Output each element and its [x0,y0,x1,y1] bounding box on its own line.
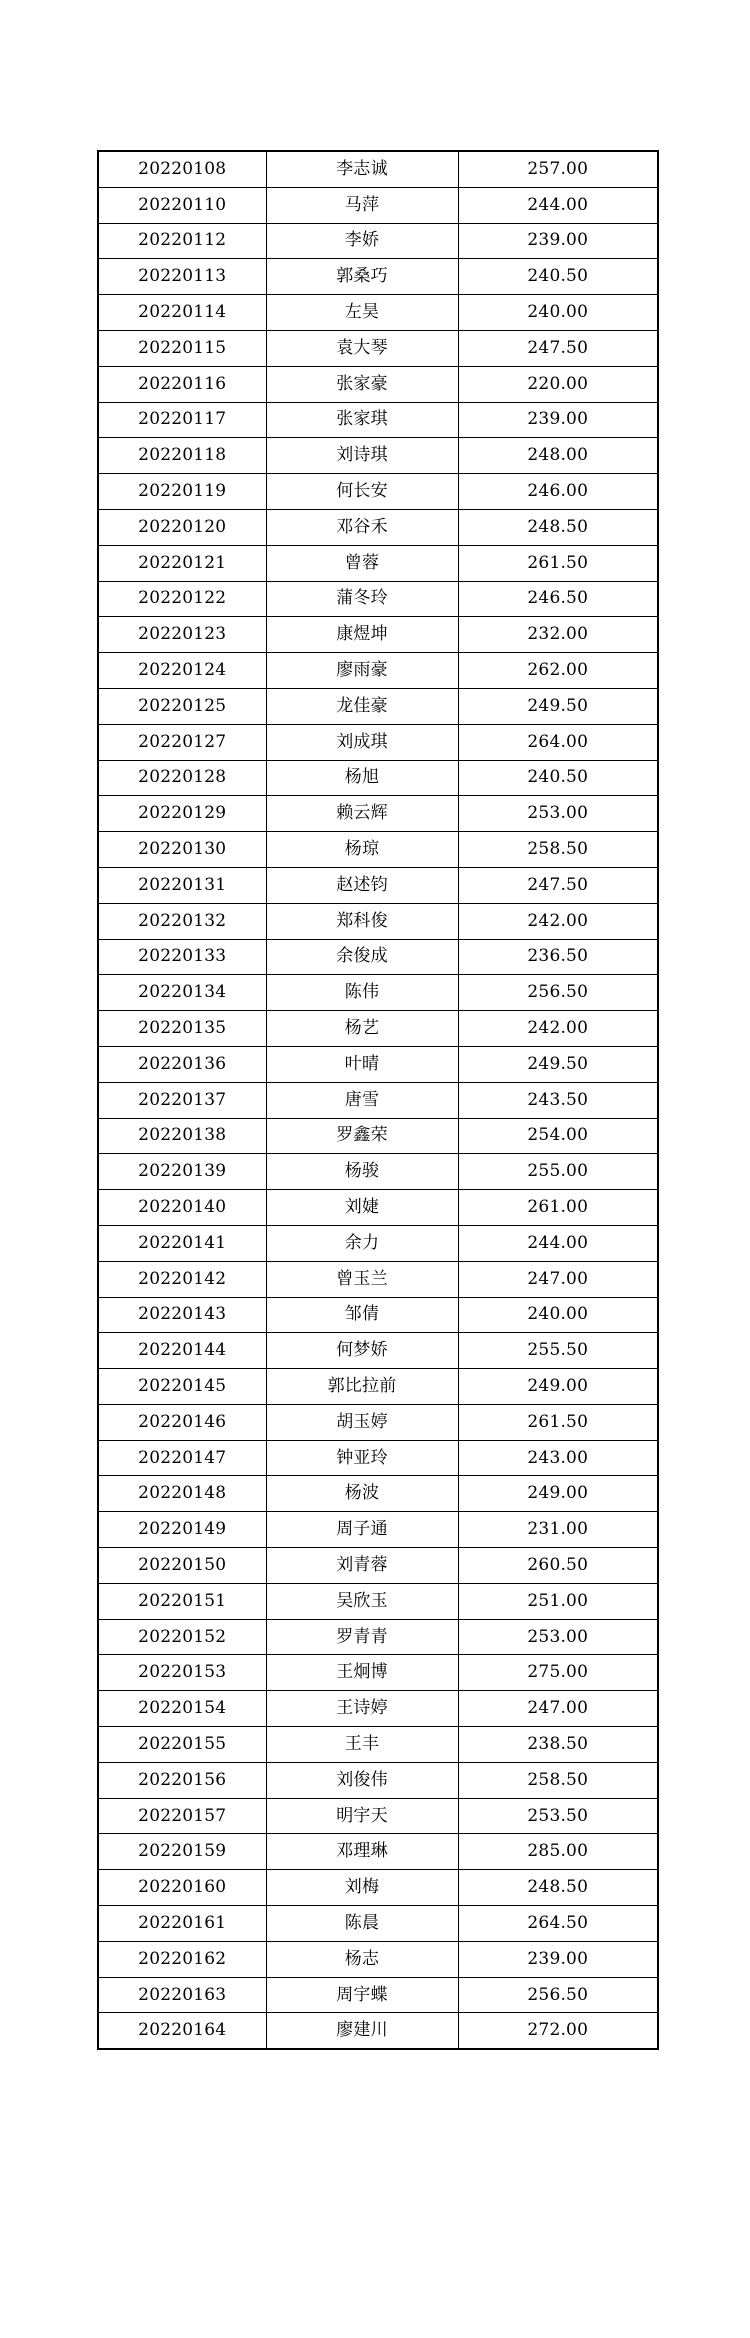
score-cell: 232.00 [458,617,658,653]
student-name-cell: 廖雨豪 [266,653,458,689]
table-row [98,1333,658,1369]
student-name-cell: 杨波 [266,1476,458,1512]
score-cell: 257.00 [458,151,658,187]
table-row [98,1870,658,1906]
student-id-cell: 20220128 [98,760,266,796]
table-row [98,438,658,474]
table-row [98,295,658,331]
student-name-cell: 邹倩 [266,1297,458,1333]
table-row [98,2013,658,2049]
table-row [98,1977,658,2013]
student-id-cell: 20220155 [98,1727,266,1763]
table-row [98,796,658,832]
score-cell: 247.50 [458,330,658,366]
student-name-cell: 曾蓉 [266,545,458,581]
student-id-cell: 20220160 [98,1870,266,1906]
student-id-cell: 20220125 [98,688,266,724]
student-id-cell: 20220144 [98,1333,266,1369]
student-id-cell: 20220156 [98,1762,266,1798]
student-name-cell: 钟亚玲 [266,1440,458,1476]
student-id-cell: 20220122 [98,581,266,617]
student-id-cell: 20220114 [98,295,266,331]
score-cell: 243.50 [458,1082,658,1118]
table-row [98,1476,658,1512]
table-row [98,1011,658,1047]
score-cell: 275.00 [458,1655,658,1691]
student-id-cell: 20220121 [98,545,266,581]
score-cell: 264.00 [458,724,658,760]
student-name-cell: 何梦娇 [266,1333,458,1369]
student-name-cell: 张家豪 [266,366,458,402]
table-row [98,1118,658,1154]
student-id-cell: 20220129 [98,796,266,832]
student-id-cell: 20220152 [98,1619,266,1655]
score-cell: 247.00 [458,1261,658,1297]
student-id-cell: 20220130 [98,832,266,868]
table-row [98,688,658,724]
student-name-cell: 马萍 [266,187,458,223]
student-id-cell: 20220163 [98,1977,266,2013]
student-id-cell: 20220132 [98,903,266,939]
student-id-cell: 20220164 [98,2013,266,2049]
score-cell: 256.50 [458,1977,658,2013]
student-id-cell: 20220148 [98,1476,266,1512]
score-cell: 247.50 [458,867,658,903]
student-id-cell: 20220136 [98,1046,266,1082]
table-row [98,1548,658,1584]
student-name-cell: 刘青蓉 [266,1548,458,1584]
student-name-cell: 叶晴 [266,1046,458,1082]
student-name-cell: 王炯博 [266,1655,458,1691]
table-row [98,366,658,402]
score-cell: 239.00 [458,223,658,259]
score-cell: 240.50 [458,760,658,796]
student-id-cell: 20220119 [98,474,266,510]
student-name-cell: 王丰 [266,1727,458,1763]
student-id-cell: 20220117 [98,402,266,438]
student-name-cell: 廖建川 [266,2013,458,2049]
student-id-cell: 20220159 [98,1834,266,1870]
student-name-cell: 邓理琳 [266,1834,458,1870]
student-id-cell: 20220153 [98,1655,266,1691]
student-name-cell: 曾玉兰 [266,1261,458,1297]
student-id-cell: 20220150 [98,1548,266,1584]
score-cell: 253.00 [458,1619,658,1655]
student-name-cell: 李娇 [266,223,458,259]
score-cell: 220.00 [458,366,658,402]
score-cell: 248.00 [458,438,658,474]
score-cell: 231.00 [458,1512,658,1548]
score-cell: 253.50 [458,1798,658,1834]
student-name-cell: 郭桑巧 [266,259,458,295]
student-id-cell: 20220151 [98,1583,266,1619]
score-cell: 240.50 [458,259,658,295]
student-name-cell: 杨琼 [266,832,458,868]
student-name-cell: 余俊成 [266,939,458,975]
score-cell: 258.50 [458,832,658,868]
student-name-cell: 蒲冬玲 [266,581,458,617]
student-name-cell: 刘梅 [266,1870,458,1906]
table-row [98,1906,658,1942]
student-name-cell: 胡玉婷 [266,1404,458,1440]
table-row [98,867,658,903]
table-row [98,474,658,510]
student-id-cell: 20220154 [98,1691,266,1727]
student-id-cell: 20220145 [98,1369,266,1405]
table-row [98,509,658,545]
student-name-cell: 明宇天 [266,1798,458,1834]
student-name-cell: 余力 [266,1225,458,1261]
score-cell: 248.50 [458,1870,658,1906]
score-cell: 244.00 [458,187,658,223]
score-cell: 248.50 [458,509,658,545]
table-row [98,939,658,975]
score-cell: 253.00 [458,796,658,832]
student-name-cell: 杨艺 [266,1011,458,1047]
student-id-cell: 20220157 [98,1798,266,1834]
table-row [98,903,658,939]
student-name-cell: 刘俊伟 [266,1762,458,1798]
table-row [98,724,658,760]
student-name-cell: 康煜坤 [266,617,458,653]
table-row [98,1190,658,1226]
student-id-cell: 20220113 [98,259,266,295]
student-id-cell: 20220146 [98,1404,266,1440]
score-cell: 244.00 [458,1225,658,1261]
table-row [98,187,658,223]
table-row [98,1297,658,1333]
score-cell: 258.50 [458,1762,658,1798]
student-id-cell: 20220142 [98,1261,266,1297]
table-row [98,1512,658,1548]
score-cell: 249.50 [458,1046,658,1082]
table-row [98,1154,658,1190]
table-row [98,760,658,796]
score-cell: 251.00 [458,1583,658,1619]
score-cell: 238.50 [458,1727,658,1763]
student-name-cell: 罗鑫荣 [266,1118,458,1154]
table-row [98,1655,658,1691]
student-id-cell: 20220108 [98,151,266,187]
score-cell: 243.00 [458,1440,658,1476]
student-name-cell: 唐雪 [266,1082,458,1118]
score-cell: 285.00 [458,1834,658,1870]
student-name-cell: 刘成琪 [266,724,458,760]
student-name-cell: 张家琪 [266,402,458,438]
student-id-cell: 20220147 [98,1440,266,1476]
student-name-cell: 赵述钧 [266,867,458,903]
student-id-cell: 20220123 [98,617,266,653]
table-row [98,832,658,868]
student-id-cell: 20220134 [98,975,266,1011]
score-cell: 255.00 [458,1154,658,1190]
student-name-cell: 杨骏 [266,1154,458,1190]
table-row [98,975,658,1011]
table-row [98,330,658,366]
table-row [98,259,658,295]
student-name-cell: 郭比拉前 [266,1369,458,1405]
student-id-cell: 20220133 [98,939,266,975]
table-row [98,402,658,438]
score-cell: 256.50 [458,975,658,1011]
student-name-cell: 左昊 [266,295,458,331]
table-row [98,1727,658,1763]
score-table [97,150,659,2050]
student-name-cell: 龙佳豪 [266,688,458,724]
table-row [98,1583,658,1619]
table-row [98,1834,658,1870]
student-name-cell: 周宇蝶 [266,1977,458,2013]
table-row [98,223,658,259]
score-cell: 246.50 [458,581,658,617]
student-name-cell: 杨志 [266,1941,458,1977]
student-name-cell: 郑科俊 [266,903,458,939]
score-cell: 249.50 [458,688,658,724]
student-id-cell: 20220124 [98,653,266,689]
student-id-cell: 20220137 [98,1082,266,1118]
student-name-cell: 刘婕 [266,1190,458,1226]
table-row [98,1369,658,1405]
table-row [98,1440,658,1476]
student-id-cell: 20220118 [98,438,266,474]
score-cell: 262.00 [458,653,658,689]
student-id-cell: 20220116 [98,366,266,402]
table-row [98,1225,658,1261]
score-cell: 236.50 [458,939,658,975]
student-id-cell: 20220135 [98,1011,266,1047]
student-name-cell: 罗青青 [266,1619,458,1655]
score-cell: 261.00 [458,1190,658,1226]
student-id-cell: 20220131 [98,867,266,903]
score-cell: 249.00 [458,1369,658,1405]
table-row [98,617,658,653]
score-cell: 255.50 [458,1333,658,1369]
student-name-cell: 刘诗琪 [266,438,458,474]
student-id-cell: 20220120 [98,509,266,545]
student-id-cell: 20220138 [98,1118,266,1154]
student-id-cell: 20220115 [98,330,266,366]
student-name-cell: 杨旭 [266,760,458,796]
student-name-cell: 袁大琴 [266,330,458,366]
student-id-cell: 20220143 [98,1297,266,1333]
score-cell: 239.00 [458,402,658,438]
score-sheet [97,150,657,2050]
student-id-cell: 20220110 [98,187,266,223]
table-row [98,1691,658,1727]
student-id-cell: 20220162 [98,1941,266,1977]
student-name-cell: 周子通 [266,1512,458,1548]
table-row [98,1941,658,1977]
student-name-cell: 邓谷禾 [266,509,458,545]
score-cell: 240.00 [458,295,658,331]
student-id-cell: 20220141 [98,1225,266,1261]
score-cell: 246.00 [458,474,658,510]
score-cell: 261.50 [458,1404,658,1440]
table-row [98,1261,658,1297]
student-id-cell: 20220140 [98,1190,266,1226]
student-name-cell: 何长安 [266,474,458,510]
student-name-cell: 赖云辉 [266,796,458,832]
table-row [98,1762,658,1798]
table-row [98,1619,658,1655]
table-row [98,545,658,581]
table-row [98,151,658,187]
score-cell: 242.00 [458,903,658,939]
student-name-cell: 陈伟 [266,975,458,1011]
student-id-cell: 20220161 [98,1906,266,1942]
table-row [98,1404,658,1440]
score-cell: 264.50 [458,1906,658,1942]
student-name-cell: 王诗婷 [266,1691,458,1727]
table-row [98,1046,658,1082]
student-id-cell: 20220139 [98,1154,266,1190]
score-cell: 260.50 [458,1548,658,1584]
score-cell: 254.00 [458,1118,658,1154]
score-cell: 239.00 [458,1941,658,1977]
table-row [98,1082,658,1118]
score-cell: 272.00 [458,2013,658,2049]
student-name-cell: 陈晨 [266,1906,458,1942]
student-id-cell: 20220149 [98,1512,266,1548]
score-table-body [98,151,658,2049]
student-id-cell: 20220112 [98,223,266,259]
student-id-cell: 20220127 [98,724,266,760]
score-cell: 249.00 [458,1476,658,1512]
score-cell: 240.00 [458,1297,658,1333]
student-name-cell: 李志诚 [266,151,458,187]
score-cell: 247.00 [458,1691,658,1727]
student-name-cell: 吴欣玉 [266,1583,458,1619]
score-cell: 261.50 [458,545,658,581]
score-cell: 242.00 [458,1011,658,1047]
table-row [98,581,658,617]
table-row [98,1798,658,1834]
table-row [98,653,658,689]
